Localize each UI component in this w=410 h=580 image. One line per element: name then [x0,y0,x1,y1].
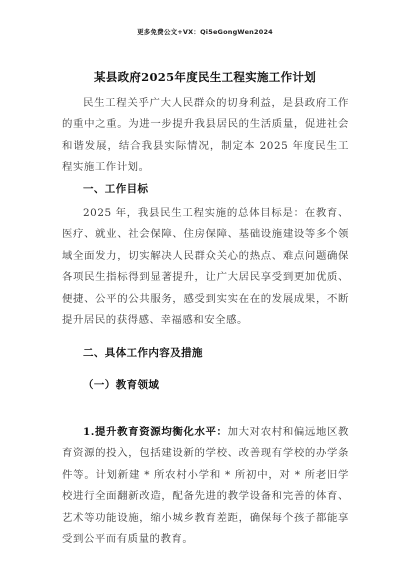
section-heading-goals: 一、工作目标 [83,183,149,195]
goals-paragraph: 2025 年，我县民生工程实施的总体目标是：在教育、医疗、就业、社会保障、住房保障、基础设施建设等多个领域全面发力，切实解决人民群众关心的热点、难点问题确保各项民生指标得到显著提升，让广大居民享受到更加优质、便捷、公平的公共服务，感受到实实在在的发展成果，不断提升居民的获得感、幸福感和安全感。 [62,207,349,327]
section-heading-measures: 二、具体工作内容及措施 [83,347,203,359]
education-item-lead: 1.提升教育资源均衡化水平： [83,426,228,438]
document-title: 某县政府2025年度民生工程实施工作计划 [93,70,316,84]
header-promo-note: 更多免费公文+VX：Qi5eGongWen2024 [137,28,273,36]
education-item-paragraph [62,422,349,550]
intro-paragraph: 民生工程关乎广大人民群众的切身利益，是县政府工作的重中之重。为进一步提升我县居民的生活质量，促进社会和谐发展，结合我县实际情况，制定本 2025 年度民生工程实施工作计划。 [62,97,349,174]
education-item-body: 加大对农村和偏远地区教育资源的投入，包括建设新的学校、改善现有学校的办学条件等。计划新建 * 所农村小学和 * 所初中，对 * 所老旧学校进行全面翻新改造，配备先进的教学设备和完善的体育、艺术等功能设施，缩小城乡教育差距，确保每个孩子都能享受到公平而有质量的教育。 [62,426,349,546]
subsection-heading-education: （一）教育领域 [83,379,160,391]
